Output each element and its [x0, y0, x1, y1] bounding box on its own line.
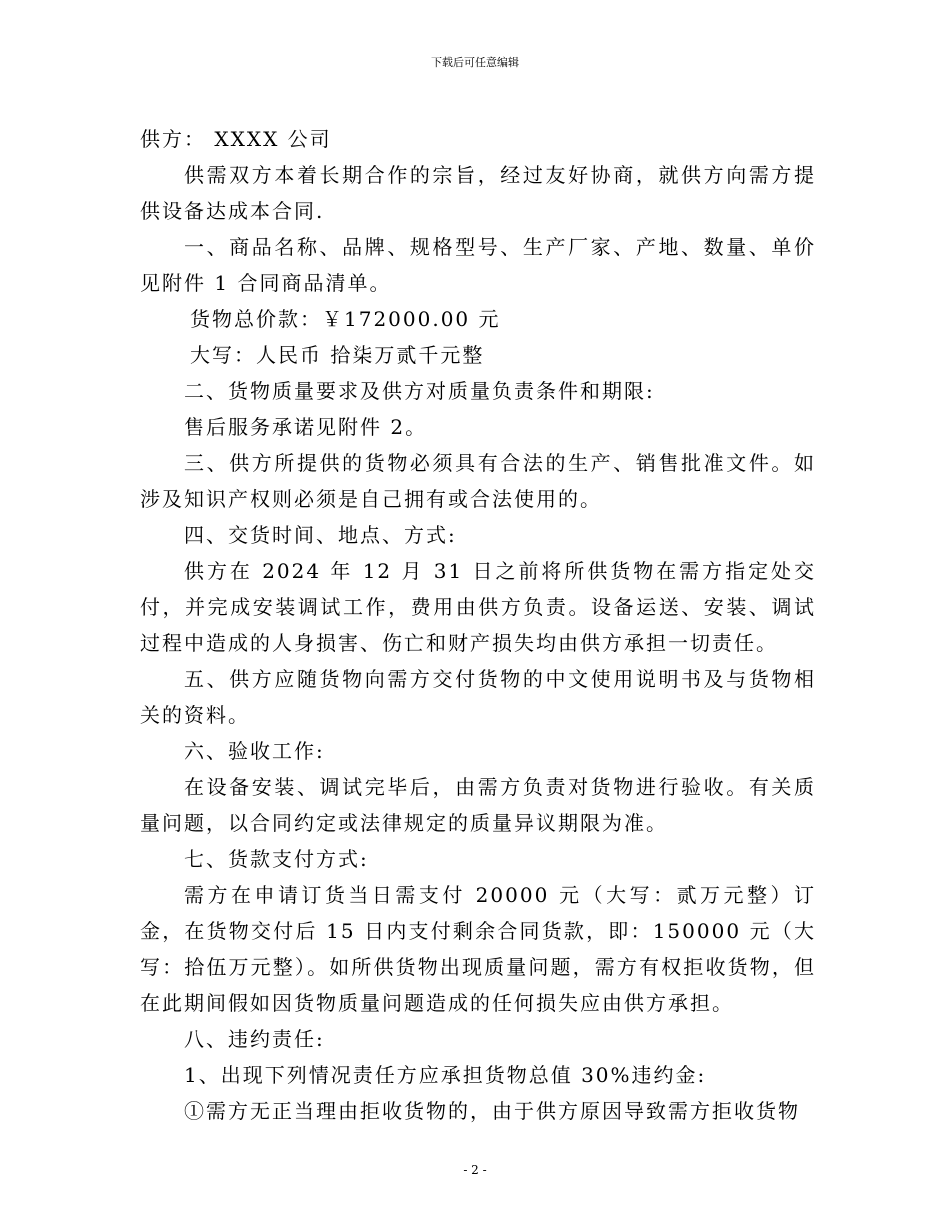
clause-4-heading: 四、交货时间、地点、方式:	[184, 523, 457, 547]
clause-8-heading: 八、违约责任:	[184, 1027, 325, 1051]
total-price-uppercase-line: 大写：人民币 拾柒万贰千元整	[190, 343, 485, 367]
clause-5-paragraph: 五、供方应随货物向需方交付货物的中文使用说明书及与货物相关的资料。	[140, 667, 816, 727]
after-sales-line: 售后服务承诺见附件 2。	[184, 415, 428, 439]
breach-item-1: 1、出现下列情况责任方应承担货物总值 30%违约金:	[184, 1063, 707, 1087]
intro-paragraph: 供需双方本着长期合作的宗旨，经过友好协商，就供方向需方提供设备达成本合同.	[140, 163, 816, 223]
delivery-paragraph: 供方在 2024 年 12 月 31 日之前将所供货物在需方指定处交付，并完成安装调试工作，费用由供方负责。设备运送、安装、调试过程中造成的人身损害、伤亡和财产损失均由供方承担一切责任。	[140, 559, 816, 655]
clause-1-heading: 一、商品名称、品牌、规格型号、生产厂家、产地、数量、单价见附件 1 合同商品清单。	[140, 235, 816, 295]
breach-sub-item-1: ①需方无正当理由拒收货物的，由于供方原因导致需方拒收货物	[184, 1099, 800, 1123]
clause-7-heading: 七、货款支付方式:	[184, 847, 369, 871]
supplier-line: 供方： XXXX 公司	[140, 127, 332, 151]
total-price-line: 货物总价款：￥172000.00 元	[190, 307, 501, 331]
acceptance-paragraph: 在设备安装、调试完毕后，由需方负责对货物进行验收。有关质量问题，以合同约定或法律规定的质量异议期限为准。	[140, 775, 816, 835]
header-note: 下载后可任意编辑	[431, 56, 519, 69]
clause-3-paragraph: 三、供方所提供的货物必须具有合法的生产、销售批准文件。如涉及知识产权则必须是自己拥有或合法使用的。	[140, 451, 816, 511]
clause-6-heading: 六、验收工作:	[184, 739, 325, 763]
clause-2-heading: 二、货物质量要求及供方对质量负责条件和期限:	[184, 379, 655, 403]
document-body	[140, 121, 816, 1129]
payment-paragraph: 需方在申请订货当日需支付 20000 元（大写：贰万元整）订金，在货物交付后 15 日内支付剩余合同货款，即：150000 元（大写：拾伍万元整）。如所供货物出现质量问题，需方有权拒收货物，但在此期间假如因货物质量问题造成的任何损失应由供方承担。	[140, 883, 816, 1015]
page-number: - 2 -	[463, 1163, 487, 1177]
